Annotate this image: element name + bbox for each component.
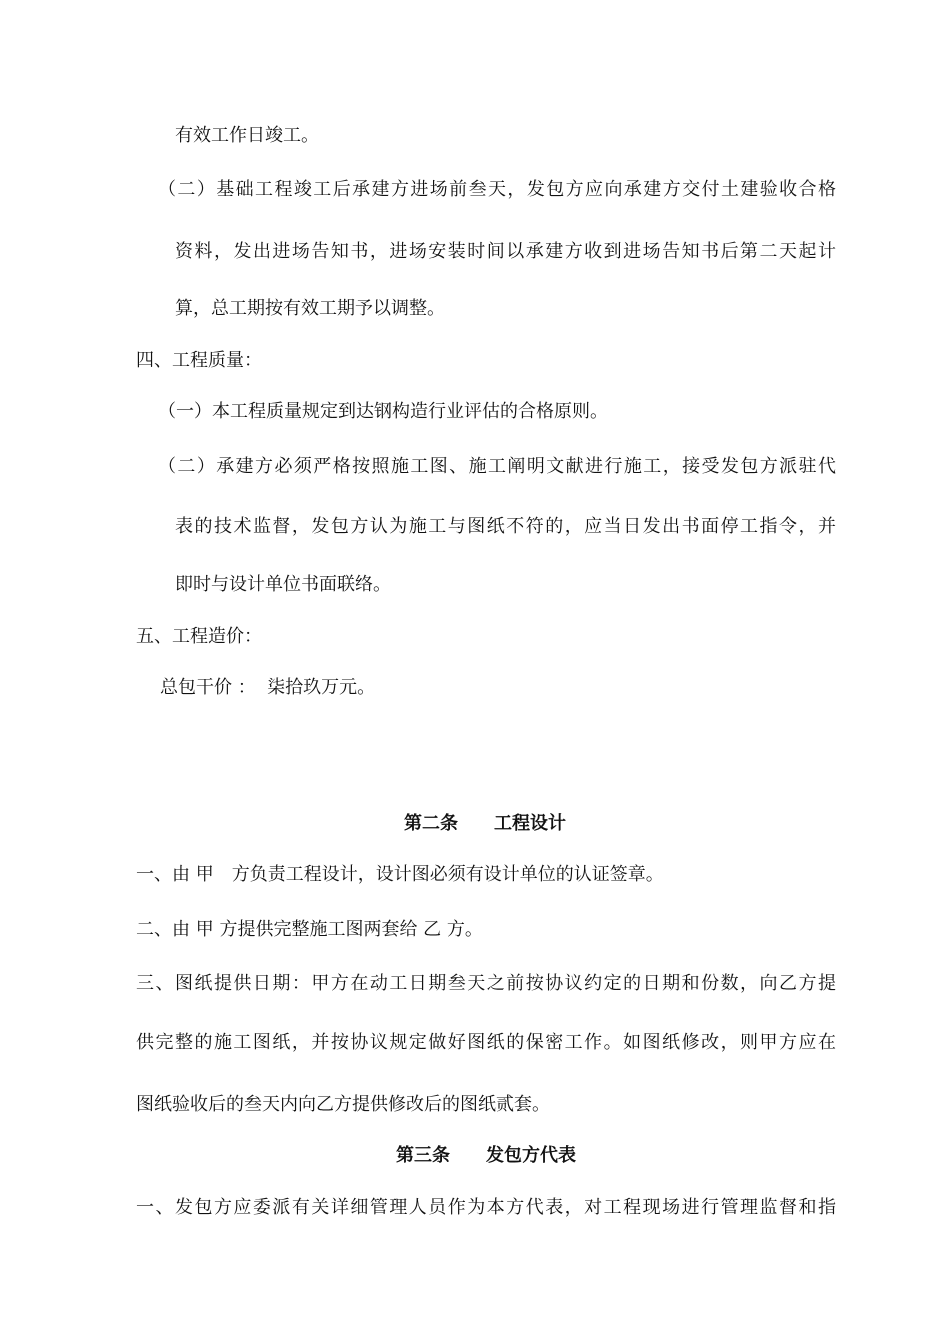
- paragraph-line: 一、发包方应委派有关详细管理人员作为本方代表，对工程现场进行管理监督和指: [136, 1197, 836, 1218]
- section-heading: 五、工程造价：: [136, 626, 262, 647]
- paragraph-line: 表的技术监督，发包方认为施工与图纸不符的，应当日发出书面停工指令，并: [175, 516, 836, 537]
- paragraph-line: 即时与设计单位书面联络。: [175, 574, 391, 595]
- total-price-line: 总包干价 ： 柒拾玖万元。: [160, 677, 376, 698]
- paragraph-line: （二）基础工程竣工后承建方进场前叁天，发包方应向承建方交付土建验收合格: [158, 179, 836, 200]
- article-heading: 第三条 发包方代表: [396, 1145, 576, 1166]
- section-heading: 四、工程质量：: [136, 350, 262, 371]
- paragraph-line: 图纸验收后的叁天内向乙方提供修改后的图纸贰套。: [136, 1094, 550, 1115]
- paragraph-line: 资料，发出进场告知书，进场安装时间以承建方收到进场告知书后第二天起计: [175, 241, 836, 262]
- paragraph-line: 供完整的施工图纸，并按协议规定做好图纸的保密工作。如图纸修改，则甲方应在: [136, 1032, 836, 1053]
- paragraph-line: 有效工作日竣工。: [175, 125, 319, 146]
- paragraph-line: 二、由 甲 方提供完整施工图两套给 乙 方。: [136, 919, 483, 940]
- article-heading: 第二条 工程设计: [404, 813, 566, 834]
- paragraph-line: 一、由 甲 方负责工程设计，设计图必须有设计单位的认证签章。: [136, 864, 664, 885]
- paragraph-line: 算，总工期按有效工期予以调整。: [175, 298, 445, 319]
- paragraph-line: 三、图纸提供日期：甲方在动工日期叁天之前按协议约定的日期和份数，向乙方提: [136, 973, 836, 994]
- paragraph-line: （二）承建方必须严格按照施工图、施工阐明文献进行施工，接受发包方派驻代: [158, 456, 836, 477]
- paragraph-line: （一）本工程质量规定到达钢构造行业评估的合格原则。: [158, 401, 608, 422]
